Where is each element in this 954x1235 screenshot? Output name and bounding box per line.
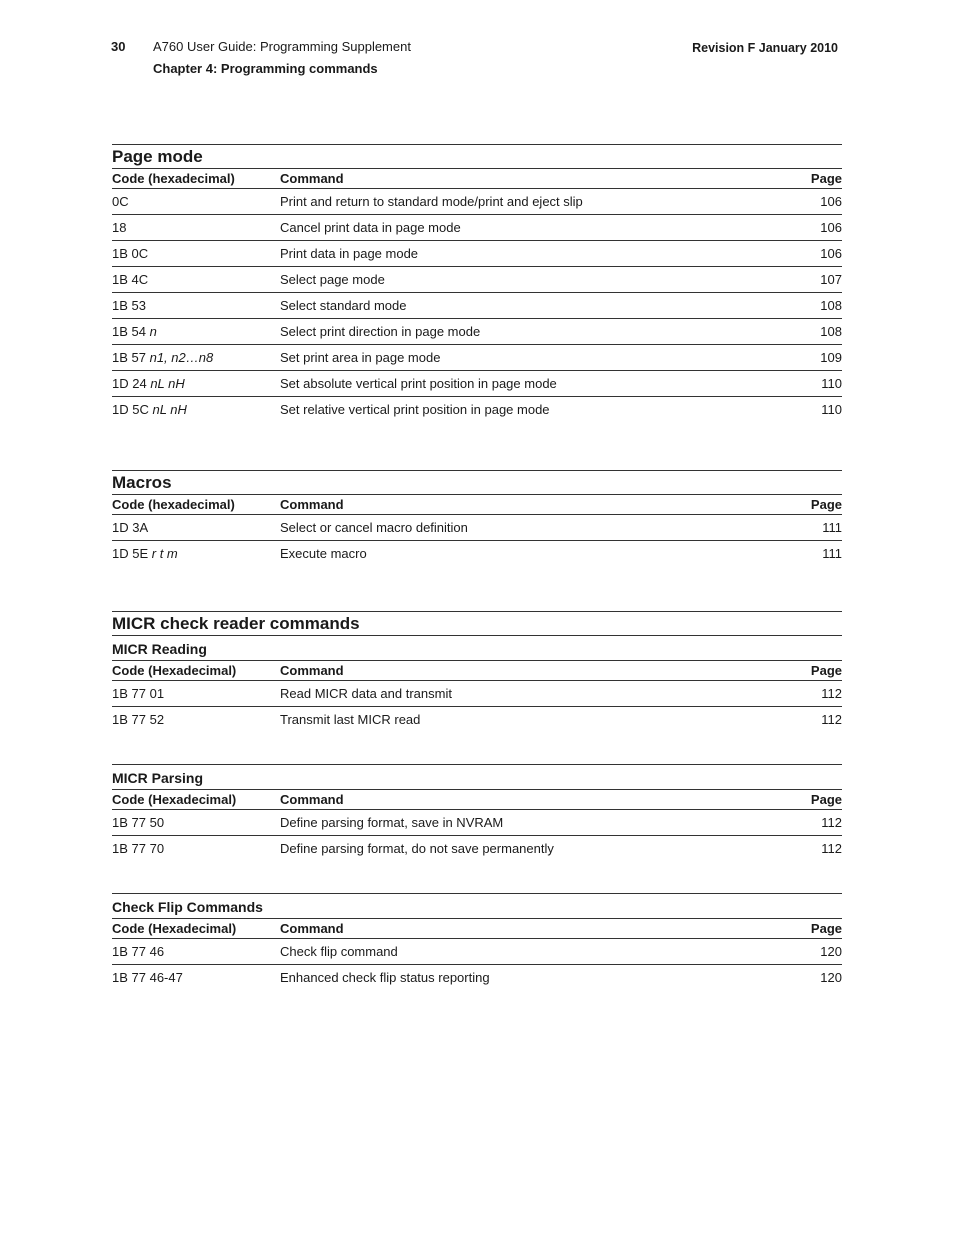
check-flip-section — [112, 893, 842, 990]
command-cell: Set print area in page mode — [280, 350, 441, 365]
page-mode-title: Page mode — [112, 144, 842, 168]
command-cell: Select standard mode — [280, 298, 407, 313]
page-cell: 106 — [820, 220, 842, 235]
command-cell: Select page mode — [280, 272, 385, 287]
page-cell: 112 — [821, 815, 842, 830]
page-column-header: Page — [810, 171, 842, 186]
code-text: 1B 77 46-47 — [112, 970, 183, 985]
page-cell: 107 — [820, 272, 842, 287]
table-row — [112, 706, 842, 732]
page-cell: 106 — [820, 194, 842, 209]
code-parameters: n — [149, 324, 157, 339]
code-cell — [112, 319, 280, 344]
command-column-header: Command — [280, 663, 344, 678]
code-cell — [112, 965, 280, 990]
command-cell: Print data in page mode — [280, 246, 419, 261]
table-row — [112, 266, 842, 292]
code-column-header: Code (hexadecimal) — [112, 171, 235, 186]
code-text: 1D 5C — [112, 402, 153, 417]
code-cell — [112, 836, 280, 861]
code-text: 1B 0C — [112, 246, 149, 261]
code-text: 1B 77 46 — [112, 944, 165, 959]
micr-reading-rows — [112, 680, 842, 732]
command-cell: Define parsing format, do not save permanently — [280, 841, 554, 856]
command-cell: Read MICR data and transmit — [280, 686, 452, 701]
code-cell — [112, 707, 280, 732]
code-parameters: nL nH — [152, 402, 187, 417]
command-cell: Set absolute vertical print position in page mode — [280, 376, 557, 391]
command-cell: Transmit last MICR read — [280, 712, 421, 727]
micr-parsing-rows — [112, 809, 842, 861]
page-cell: 108 — [820, 298, 842, 313]
code-parameters: n1, n2…n8 — [149, 350, 214, 365]
command-cell: Check flip command — [280, 944, 398, 959]
page-cell: 112 — [821, 841, 842, 856]
command-cell: Execute macro — [280, 546, 367, 561]
page-cell: 120 — [820, 944, 842, 959]
code-cell — [112, 241, 280, 266]
table-header — [112, 168, 842, 188]
command-column-header: Command — [280, 921, 344, 936]
code-text: 1B 77 50 — [112, 815, 165, 830]
page-cell: 120 — [820, 970, 842, 985]
page-cell: 109 — [820, 350, 842, 365]
page-cell: 106 — [820, 246, 842, 261]
code-cell — [112, 371, 280, 396]
table-row — [112, 396, 842, 422]
table-header — [112, 789, 842, 809]
code-cell — [112, 939, 280, 964]
table-row — [112, 370, 842, 396]
command-column-header: Command — [280, 792, 344, 807]
command-cell: Set relative vertical print position in page mode — [280, 402, 550, 417]
code-text: 18 — [112, 220, 127, 235]
code-text: 1D 3A — [112, 520, 149, 535]
micr-section — [112, 611, 842, 732]
code-column-header: Code (Hexadecimal) — [112, 921, 237, 936]
page-column-header: Page — [810, 921, 842, 936]
table-row — [112, 292, 842, 318]
micr-parsing-title: MICR Parsing — [112, 764, 842, 789]
command-cell: Cancel print data in page mode — [280, 220, 461, 235]
code-cell — [112, 810, 280, 835]
code-column-header: Code (hexadecimal) — [112, 497, 235, 512]
code-cell — [112, 541, 280, 566]
table-row — [112, 214, 842, 240]
macros-rows — [112, 514, 842, 566]
table-row — [112, 344, 842, 370]
code-cell — [112, 681, 280, 706]
command-cell: Select or cancel macro definition — [280, 520, 468, 535]
command-cell: Enhanced check flip status reporting — [280, 970, 490, 985]
page-cell: 112 — [821, 712, 842, 727]
page-cell: 110 — [821, 402, 842, 417]
page-column-header: Page — [810, 497, 842, 512]
table-row — [112, 809, 842, 835]
micr-title: MICR check reader commands — [112, 611, 842, 635]
code-cell — [112, 215, 280, 240]
page-column-header: Page — [810, 792, 842, 807]
code-cell — [112, 345, 280, 370]
command-cell: Select print direction in page mode — [280, 324, 481, 339]
table-row — [112, 188, 842, 214]
table-row — [112, 680, 842, 706]
code-cell — [112, 189, 280, 214]
command-cell: Print and return to standard mode/print and eject slip — [280, 194, 583, 209]
page-number: 30 — [111, 39, 126, 54]
page-column-header: Page — [810, 663, 842, 678]
code-text: 1B 4C — [112, 272, 149, 287]
macros-section — [112, 470, 842, 566]
table-row — [112, 240, 842, 266]
check-flip-title: Check Flip Commands — [112, 893, 842, 918]
check-flip-rows — [112, 938, 842, 990]
table-header — [112, 494, 842, 514]
table-row — [112, 938, 842, 964]
macros-title: Macros — [112, 470, 842, 494]
code-cell — [112, 293, 280, 318]
micr-reading-title: MICR Reading — [112, 635, 842, 660]
code-cell — [112, 397, 280, 422]
page-mode-section — [112, 144, 842, 422]
code-text: 1B 77 70 — [112, 841, 165, 856]
code-parameters: r t m — [151, 546, 178, 561]
table-row — [112, 835, 842, 861]
page-mode-rows — [112, 188, 842, 422]
code-parameters: nL nH — [150, 376, 185, 391]
document-title: A760 User Guide: Programming Supplement — [153, 39, 411, 54]
code-text: 1D 5E — [112, 546, 152, 561]
code-text: 1B 54 — [112, 324, 150, 339]
code-text: 1D 24 — [112, 376, 151, 391]
command-cell: Define parsing format, save in NVRAM — [280, 815, 504, 830]
code-column-header: Code (Hexadecimal) — [112, 792, 237, 807]
page-cell: 110 — [821, 376, 842, 391]
page-cell: 111 — [822, 546, 842, 561]
page-cell: 108 — [820, 324, 842, 339]
table-header — [112, 918, 842, 938]
table-row — [112, 964, 842, 990]
code-text: 1B 53 — [112, 298, 146, 313]
revision-label: Revision F January 2010 — [692, 41, 838, 55]
command-column-header: Command — [280, 171, 344, 186]
page-cell: 111 — [822, 520, 842, 535]
command-column-header: Command — [280, 497, 344, 512]
page-cell: 112 — [821, 686, 842, 701]
code-text: 0C — [112, 194, 129, 209]
code-column-header: Code (Hexadecimal) — [112, 663, 237, 678]
code-text: 1B 57 — [112, 350, 150, 365]
code-text: 1B 77 52 — [112, 712, 165, 727]
chapter-title: Chapter 4: Programming commands — [153, 61, 378, 76]
table-row — [112, 318, 842, 344]
table-row — [112, 540, 842, 566]
table-header — [112, 660, 842, 680]
code-text: 1B 77 01 — [112, 686, 165, 701]
micr-parsing-section — [112, 764, 842, 861]
table-row — [112, 514, 842, 540]
code-cell — [112, 515, 280, 540]
code-cell — [112, 267, 280, 292]
